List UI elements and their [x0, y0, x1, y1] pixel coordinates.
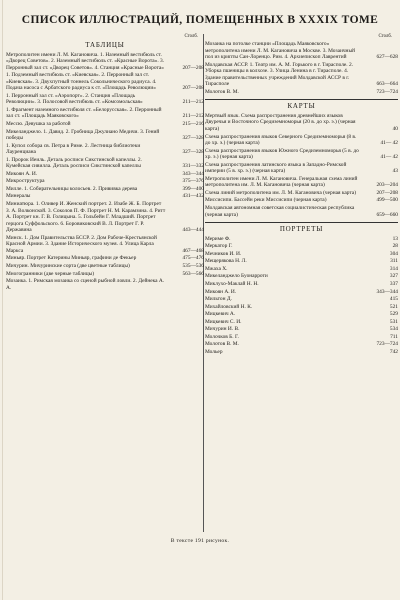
entry-column-number: 742: [389, 348, 398, 355]
entry-column-number: 663—664: [376, 81, 398, 88]
list-item: [205, 134, 398, 147]
entry-text: Микоян А. И.: [205, 288, 237, 295]
entry-text: Мозаика на потолке станции «Площадь Маяковского» метрополитена имени Л. М. Кагановича в Москве. 3. Мозаичный пол из крипты Сан-Лоренцо. Рим. 4. Архиепископ Лаврентий: [205, 41, 355, 61]
entry-column-number: 521: [389, 303, 398, 310]
list-item: [205, 258, 398, 265]
entry-column-number: 28: [392, 243, 398, 250]
list-item: [6, 52, 204, 72]
entry-column-number: 415: [389, 296, 398, 303]
entry-text: Схема распространения латинского языка в Западно-Римской империи (5 в. хр. э.) (черная карта): [205, 161, 347, 175]
entry-column-number: 41— 42: [380, 154, 398, 161]
entry-column-number: 314: [389, 265, 398, 272]
entry-text: Мечников И. И.: [205, 250, 242, 257]
entry-column-number: 711: [390, 333, 398, 340]
entry-column-number: 40: [392, 126, 398, 133]
entry-text: Молдавская автономная советская социалистическая республика (черная карта): [205, 205, 355, 218]
entry-column-number: 327: [389, 273, 398, 280]
list-item: [205, 296, 398, 303]
entry-text: 1. Пророк Иеиль. Деталь росписи Сикстинской капеллы. 2. Кумейская сивилла. Деталь росписи Сикстинской капеллы: [6, 156, 142, 170]
list-item: [205, 319, 398, 326]
list-item: [205, 281, 398, 288]
entry-column-number: 215—216: [182, 121, 204, 128]
entry-text: 1. Подземный вестибюль ст. «Киевская». 2. Перронный зал ст. «Киевская». 3. Двухпутный тоннель Сокольнического радиуса. 4. Подача насоса с Арбатского радиуса к ст. «Площадь Революции»: [6, 72, 157, 92]
list-item: [205, 62, 398, 88]
entry-text: Мицкевич А.: [205, 311, 236, 318]
list-item: [6, 263, 204, 270]
page-title: СПИСОК ИЛЛЮСТРАЦИЙ, ПОМЕЩЕННЫХ В XXXIX ТОМЕ: [21, 14, 379, 26]
entry-column-number: 467—468: [182, 247, 204, 254]
entry-text: Меркатор Г.: [205, 243, 233, 250]
entry-text: Мицкевич С. И.: [205, 318, 242, 325]
list-item: [6, 72, 204, 92]
entry-column-number: 475—476: [182, 255, 204, 262]
list-item: [6, 201, 204, 234]
entry-column-number: 499—500: [376, 197, 398, 204]
list-item: [205, 205, 398, 218]
entry-text: Минск. 1. Дом Правительства БССР. 2. Дом Рабоче-Крестьянской Красной Армии. 3. Здание Исторического музея. 4. Улица Карла Маркса: [6, 234, 157, 254]
list-item: [6, 271, 204, 278]
entry-text: 1. Фрагмент наземного вестибюля ст. «Белорусская». 2. Перронный зал ст. «Площадь Маяковского»: [6, 106, 162, 120]
entry-column-number: 41— 42: [380, 140, 398, 147]
list-item: [205, 89, 398, 96]
list-item: [205, 162, 398, 175]
entry-column-number: 211—212: [182, 99, 204, 106]
entry-text: Миниатюра. 1. Оливер И. Женский портрет. 2. Изабе Ж. Б. Портрет З. А. Волконской. 3. Соколов П. Ф. Портрет Н. М. Карамзина. 4. Ритт А. Портрет кн. Г. В. Голицына. 5. Гольбейн Г. Младший. Портрет герцога Суффольского. 6. Боровиковский В. Л. Портрет Г. Р. Державина: [6, 201, 166, 234]
entry-text: Миньяр. Портрет Катерины Миньяр, графини де Фекьер: [6, 255, 137, 262]
maps-list: [205, 113, 398, 218]
entry-column-number: 327—328: [182, 149, 204, 156]
list-item: [205, 243, 398, 250]
entry-text: Мессю. Девушка за работой: [6, 121, 71, 128]
section-title-portraits: ПОРТРЕТЫ: [279, 225, 324, 234]
list-item: [205, 41, 398, 61]
entry-column-number: 343—344: [182, 170, 204, 177]
entry-text: Мозаика. 1. Римская мозаика со сценой рыбной ловли. 2. Дейнека А. А.: [6, 278, 165, 291]
entry-text: Мильтон Д.: [205, 296, 232, 303]
list-item: [6, 193, 204, 200]
entry-column-number: 723—724: [376, 341, 398, 348]
list-item: [205, 197, 398, 204]
section-title-maps: КАРТЫ: [287, 102, 316, 111]
section-rule: [205, 99, 398, 100]
entry-text: Мольер: [205, 348, 223, 355]
entry-column-number: 343—344: [376, 288, 398, 295]
entry-column-number: 207—208: [182, 64, 204, 71]
list-item: [205, 334, 398, 341]
entry-text: Михайловский Н. К.: [205, 303, 253, 310]
list-item: [205, 341, 398, 348]
list-item: [205, 326, 398, 333]
entry-column-number: 304: [389, 250, 398, 257]
entry-column-number: 627—628: [376, 54, 398, 61]
entry-text: Схема линий метрополитена им. Л. М. Кагановича (черная карта): [205, 189, 356, 196]
list-item: [6, 143, 204, 156]
entry-column-number: 723—724: [376, 88, 398, 95]
list-item: [205, 349, 398, 356]
entry-column-number: 207—208: [376, 189, 398, 196]
entry-text: Миклухо-Маклай Н. Н.: [205, 280, 259, 287]
entry-column-number: 203—204: [376, 182, 398, 189]
entry-text: Схема распространения языков Южного Средиземноморья (5 в. до хр. э.) (черная карта): [205, 147, 359, 161]
column-header-label: Столб.: [184, 34, 198, 39]
entry-column-number: 531: [389, 318, 398, 325]
entry-column-number: 399—400: [182, 185, 204, 192]
list-item: [205, 289, 398, 296]
entry-text: Мичурин. Мичуринские сорта (две цветные таблицы): [6, 262, 130, 269]
entry-text: Молдавская АССР. 1. Театр им. А. М. Горького в г. Тирасполе. 2. Уборка пшеницы в колхозе. 3. Улица Ленина в г. Тирасполе. 4. Здание правительственных учреждений Молдавской АССР в г. Тирасполе: [205, 61, 354, 88]
entry-text: Метрополитен имени Л. М. Кагановича. 1. Наземный вестибюль ст. «Дворец Советов». 2. Наземный вестибюль ст. «Красные Ворота». 3. Перронный зал ст. «Дворец Советов». 4. Станция «Красные Ворота»: [6, 51, 165, 71]
entry-column-number: 337: [389, 280, 398, 287]
list-item: [205, 236, 398, 243]
list-item: [6, 278, 204, 291]
left-column: [6, 34, 204, 292]
entry-column-number: 375—376: [182, 178, 204, 185]
entry-column-number: 331—332: [182, 163, 204, 170]
section-title-tables: ТАБЛИЦЫ: [85, 41, 125, 49]
entry-column-number: 443—444: [182, 227, 204, 234]
entry-text: Мичурин И. В.: [205, 326, 240, 333]
list-item: [205, 311, 398, 318]
entry-text: Многогранники (две черные таблицы): [6, 270, 95, 277]
right-column: [205, 34, 398, 356]
entry-text: Милле. 1. Собирательницы колосьев. 2. Прививка дерева: [6, 185, 138, 192]
column-header: [205, 34, 398, 41]
entry-text: Мжаха Х.: [205, 265, 228, 272]
entry-text: Мещерякова Н. Л.: [205, 258, 247, 265]
entry-column-number: 13: [392, 235, 398, 242]
entry-column-number: 311: [390, 258, 398, 265]
entry-column-number: 207—208: [182, 85, 204, 92]
list-item: [205, 304, 398, 311]
list-item: [6, 255, 204, 262]
entry-text: Метрополитен имени Л. М. Кагановича. Генеральная схема линий метрополитена им. Л. М. Кагановича (черная карта): [205, 175, 358, 189]
entry-text: Молотов В. М.: [205, 88, 239, 95]
column-header-label: Столб.: [378, 34, 392, 39]
entry-column-number: 431—432: [182, 193, 204, 200]
list-item: [6, 129, 204, 142]
list-item: [205, 148, 398, 161]
entry-text: Микроструктура: [6, 178, 45, 185]
column-header: [6, 34, 204, 41]
entry-column-number: 327—328: [182, 135, 204, 142]
footer-note: В тексте 191 рисунок.: [170, 538, 230, 544]
entry-text: 1. Перронный зал ст. «Аэропорт». 2. Станция «Площадь Революции». 3. Полосовой вестибюль ст. «Комсомольская»: [6, 92, 143, 106]
list-item: [205, 273, 398, 280]
entry-text: 1. Купол собора св. Петра в Риме. 2. Лестница библиотеки Лауренциана: [6, 142, 141, 156]
list-item: [6, 107, 204, 120]
entry-text: Микеланджело. 1. Давид. 2. Гробница Джулиано Медичи. 3. Гений победы: [6, 128, 160, 142]
list-item: [6, 121, 204, 128]
section-rule: [205, 222, 398, 223]
entry-column-number: 529: [389, 311, 398, 318]
portraits-list: [205, 236, 398, 356]
entry-text: Мериме Ф.: [205, 235, 231, 242]
tables-list-continued: [205, 41, 398, 95]
list-item: [205, 266, 398, 273]
entry-text: Молотов В. М.: [205, 341, 239, 348]
entry-text: Молочков Б. Г.: [205, 333, 239, 340]
list-item: [6, 178, 204, 185]
entry-column-number: 43: [392, 168, 398, 175]
entry-text: Микоян А. И.: [6, 170, 38, 177]
entry-column-number: 534: [389, 326, 398, 333]
entry-column-number: 659—660: [376, 211, 398, 218]
list-item: [6, 157, 204, 170]
entry-column-number: 563—566: [182, 270, 204, 277]
list-item: [6, 93, 204, 106]
entry-text: Мертвый язык. Схема распространения древнейших языков Двуречья и Восточного Средиземноморья (20 в. до хр. э.) (черная карта): [205, 112, 356, 133]
list-item: [205, 176, 398, 189]
list-item: [205, 113, 398, 133]
list-item: [205, 251, 398, 258]
entry-column-number: 535—536: [182, 262, 204, 269]
entry-text: Минералы: [6, 193, 31, 200]
list-item: [6, 235, 204, 255]
entry-text: Миссисипи. Бассейн реки Миссисипи (черная карта): [205, 197, 327, 204]
entry-column-number: 211—212: [182, 113, 204, 120]
list-item: [6, 186, 204, 193]
page-edge: [2, 0, 3, 600]
entry-text: Микеланджело Буонарроти: [205, 273, 268, 280]
list-item: [6, 171, 204, 178]
entry-text: Схема распространения языков Северного Средиземноморья (8 в. до хр. э.) (черная карта): [205, 133, 357, 147]
list-item: [205, 190, 398, 197]
tables-list: [6, 52, 204, 292]
